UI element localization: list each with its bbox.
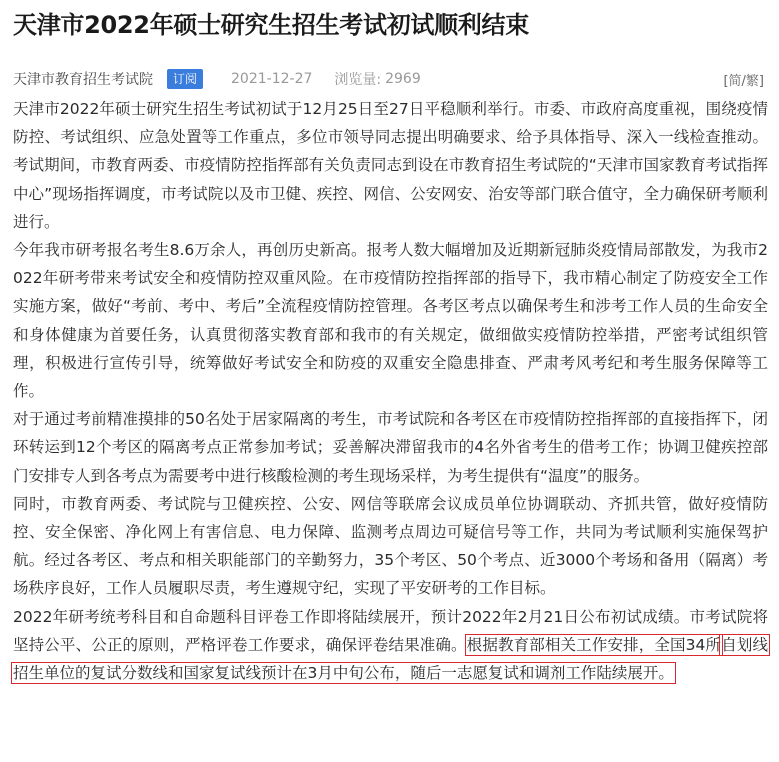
highlighted-text-1: 根据教育部相关工作安排，全国34所 — [466, 635, 722, 654]
simplified-traditional-toggle[interactable]: [简/繁] — [723, 73, 764, 89]
views-count: 2969 — [385, 71, 421, 87]
subscribe-button[interactable]: 订阅 — [167, 69, 203, 89]
article — [13, 0, 768, 683]
paragraph-3: 对于通过考前精准摸排的50名处于居家隔离的考生，市考试院和各考区在市疫情防控指挥部的直接指挥下，闭环转运到12个考区的隔离考点正常参加考试；妥善解决滞留我市的4名外省考生的借考工作；协调卫健疾控部门安排专人到各考点为需要考中进行核酸检测的考生现场采样，为考生提供有“温度”的服务。 — [13, 410, 768, 485]
article-title: 天津市2022年硕士研究生招生考试初试顺利结束 — [13, 11, 529, 39]
source-label: 天津市教育招生考试院 — [13, 72, 153, 88]
article-meta — [13, 68, 768, 90]
paragraph-5 — [13, 603, 768, 688]
paragraph-4: 同时，市教育两委、考试院与卫健疾控、公安、网信等联席会议成员单位协调联动、齐抓共管，做好疫情防控、安全保密、净化网上有害信息、电力保障、监测考点周边可疑信号等工作，共同为考试顺利实施保驾护航。经过各考区、考点和相关职能部门的辛勤努力，35个考区、50个考点、近3000个考场和备用（隔离）考场秩序良好，工作人员履职尽责，考生遵规守纪，实现了平安研考的工作目标。 — [13, 494, 768, 598]
paragraph-1: 天津市2022年硕士研究生招生考试初试于12月25日至27日平稳顺利举行。市委、市政府高度重视，围绕疫情防控、考试组织、应急处置等工作重点，多位市领导同志提出明确要求、给予具体指导、深入一线检查推动。考试期间，市教育两委、市疫情防控指挥部有关负责同志到设在市教育招生考试院的“天津市国家教育考试指挥中心”现场指挥调度，市考试院以及市卫健、疾控、网信、公安网安、治安等部门联合值守，全力确保研考顺利进行。 — [13, 100, 768, 231]
highlighted-text-2: 自划线招生单位的复试分数线和国家复试线预计在3月中旬公布，随后一志愿复试和调剂工作陆续展开。 — [13, 635, 768, 683]
article-body — [13, 95, 768, 687]
views-label: 浏览量: — [334, 72, 382, 88]
paragraph-5-text: 2022年研考统考科目和自命题科目评卷工作即将陆续展开，预计2022年2月21日公布初试成绩。市考试院将坚持公平、公正的原则，严格评卷工作要求，确保评卷结果准确。 — [13, 607, 768, 654]
publish-date: 2021-12-27 — [231, 71, 313, 87]
paragraph-2: 今年我市研考报名考生8.6万余人，再创历史新高。报考人数大幅增加及近期新冠肺炎疫情局部散发，为我市2022年研考带来考试安全和疫情防控双重风险。在市疫情防控指挥部的指导下，我市精心制定了防疫安全工作实施方案，做好“考前、考中、考后”全流程疫情防控管理。各考区考点以确保考生和涉考工作人员的生命安全和身体健康为首要任务，认真贯彻落实教育部和我市的有关规定，做细做实疫情防控举措，严密考试组织管理，积极进行宣传引导，统筹做好考试安全和防疫的双重安全隐患排查、严肃考风考纪和考生服务保障等工作。 — [13, 241, 768, 401]
